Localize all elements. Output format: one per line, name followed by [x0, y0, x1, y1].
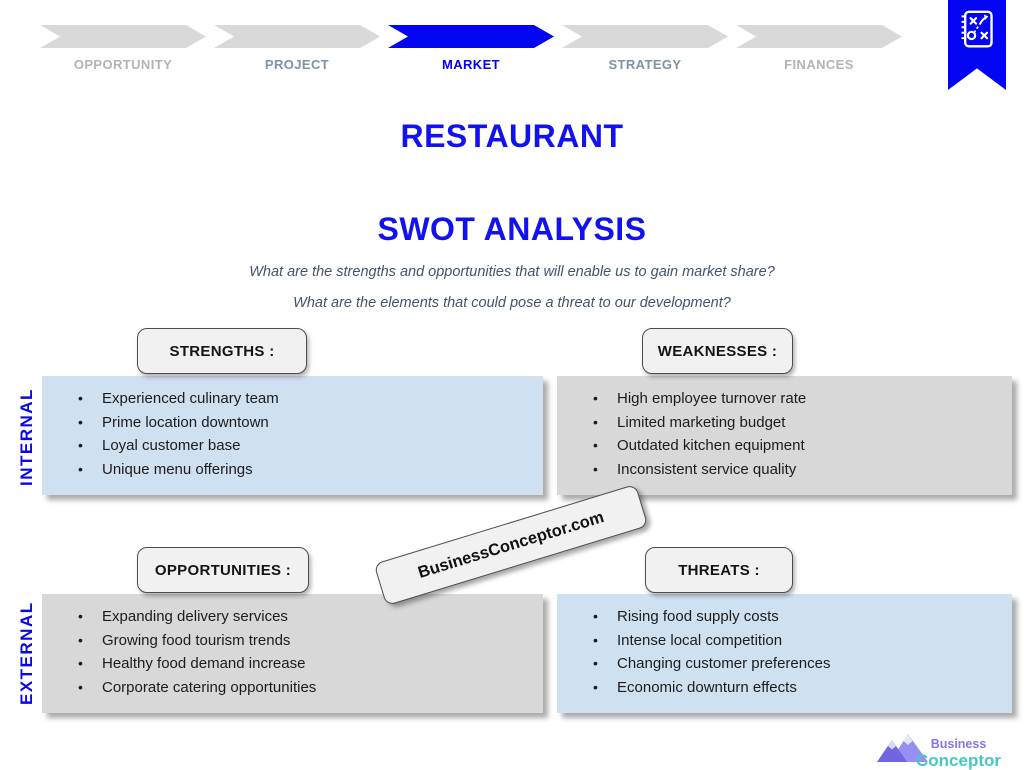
opportunities-list	[42, 594, 543, 699]
list-item: • Loyal customer base	[78, 434, 543, 458]
step-label: MARKET	[441, 57, 500, 72]
list-item: • Experienced culinary team	[78, 387, 543, 411]
strengths-list	[42, 376, 543, 481]
brand-logo-text	[916, 738, 1001, 770]
strengths-header: STRENGTHS :	[137, 328, 307, 374]
list-item: • Healthy food demand increase	[78, 652, 543, 676]
question-threats: What are the elements that could pose a threat to our development?	[293, 295, 731, 311]
logo-line2: Conceptor	[916, 751, 1001, 770]
threats-list	[557, 594, 1012, 699]
list-item: • Changing customer preferences	[593, 652, 1012, 676]
step-opportunity	[40, 25, 206, 72]
step-market-active	[388, 25, 554, 72]
chevron-shape	[214, 25, 380, 48]
list-item: • Expanding delivery services	[78, 605, 543, 629]
list-item: • Intense local competition	[593, 629, 1012, 653]
question-market-share: What are the strengths and opportunities that will enable us to gain market share?	[249, 264, 775, 280]
threats-header: THREATS :	[645, 547, 793, 593]
logo-line1: Business	[930, 736, 987, 751]
step-label: OPPORTUNITY	[73, 57, 173, 72]
process-stepper	[40, 25, 902, 72]
step-label: PROJECT	[264, 57, 330, 72]
strategy-playbook-icon	[957, 0, 997, 90]
weaknesses-box	[557, 376, 1012, 495]
strengths-box	[42, 376, 543, 495]
ribbon-bookmark	[948, 0, 1006, 90]
list-item: • Unique menu offerings	[78, 458, 543, 482]
list-item: • Limited marketing budget	[593, 411, 1012, 435]
brand-logo	[876, 729, 1001, 769]
chevron-shape-active	[388, 25, 554, 48]
chevron-shape	[562, 25, 728, 48]
external-axis-label: EXTERNAL	[17, 601, 36, 705]
chevron-shape	[40, 25, 206, 48]
weaknesses-header: WEAKNESSES :	[642, 328, 793, 374]
chevron-shape	[736, 25, 902, 48]
step-label: FINANCES	[784, 57, 854, 72]
list-item: • High employee turnover rate	[593, 387, 1012, 411]
list-item: • Rising food supply costs	[593, 605, 1012, 629]
weaknesses-list	[557, 376, 1012, 481]
list-item: • Outdated kitchen equipment	[593, 434, 1012, 458]
watermark-badge	[374, 484, 649, 606]
step-finances	[736, 25, 902, 72]
step-project	[214, 25, 380, 72]
list-item: • Inconsistent service quality	[593, 458, 1012, 482]
opportunities-header: OPPORTUNITIES :	[137, 547, 309, 593]
list-item: • Growing food tourism trends	[78, 629, 543, 653]
internal-axis-label: INTERNAL	[17, 388, 36, 486]
watermark-text: BusinessConceptor.com	[415, 507, 606, 582]
opportunities-box	[42, 594, 543, 713]
list-item: • Prime location downtown	[78, 411, 543, 435]
page-subtitle: SWOT ANALYSIS	[377, 211, 647, 247]
step-label: STRATEGY	[608, 57, 682, 72]
list-item: • Corporate catering opportunities	[78, 676, 543, 700]
list-item: • Economic downturn effects	[593, 676, 1012, 700]
step-strategy	[562, 25, 728, 72]
threats-box	[557, 594, 1012, 713]
page-title: RESTAURANT	[400, 118, 624, 154]
